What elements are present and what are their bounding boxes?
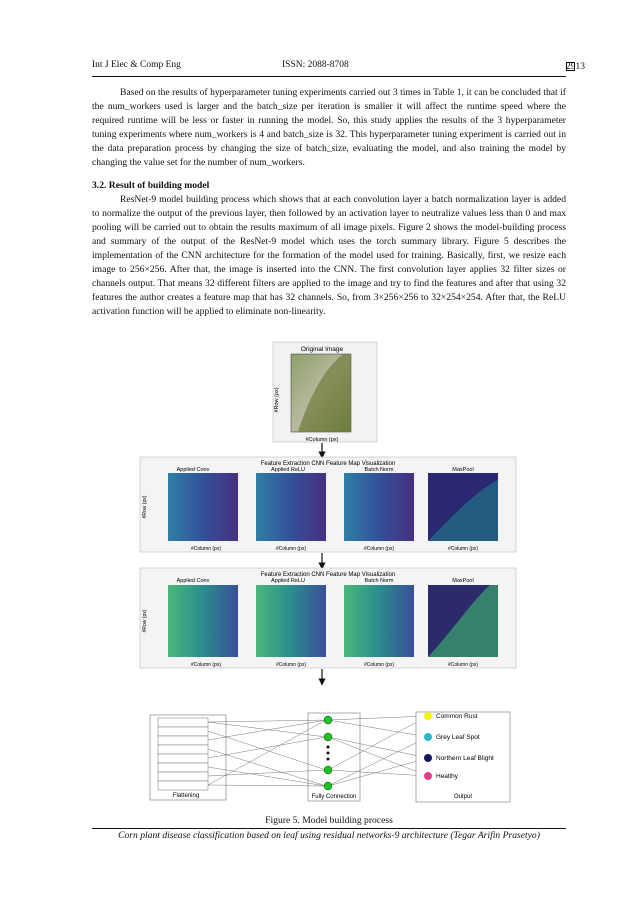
col-label-2d: #Column (px) [447, 662, 479, 668]
row-label-2: #Row (px) [142, 609, 148, 633]
body-text [92, 86, 566, 319]
col-label-2b: #Column (px) [275, 662, 307, 668]
running-footer: Corn plant disease classification based on leaf using residual networks-9 architecture (Tegar Arifin Prasetyo) [118, 830, 540, 841]
classifier-diagram [150, 712, 510, 802]
class-dot-grey-leaf-spot [424, 733, 432, 741]
class-northern-leaf-blight: Northern Leaf Blight [436, 755, 494, 762]
original-row-label: #Row (px) [274, 387, 280, 413]
panel-title-1: Feature Extraction CNN Feature Map Visualization [260, 461, 396, 467]
class-dot-northern-leaf-blight [424, 754, 432, 762]
class-grey-leaf-spot: Grey Leaf Spot [436, 734, 480, 741]
page-number: 2913 [566, 62, 585, 72]
original-title: Original Image [300, 346, 344, 353]
figure-model-building [138, 340, 518, 805]
col-label-1a: #Column (px) [190, 546, 222, 552]
running-header [92, 58, 585, 76]
col-label-1b: #Column (px) [275, 546, 307, 552]
sub-title-bn-1: Batch Norm [364, 467, 394, 473]
ellipsis-dots [327, 746, 330, 761]
batch-norm-map-1 [344, 473, 414, 541]
original-image-panel [273, 342, 377, 443]
journal-name: Int J Elec & Comp Eng [92, 60, 181, 70]
sub-title-maxpool-2: MaxPool [452, 578, 474, 584]
col-label-2a: #Column (px) [190, 662, 222, 668]
batch-norm-map-2 [344, 585, 414, 657]
applied-conv-map-2 [168, 585, 238, 657]
row-label-1: #Row (px) [142, 495, 148, 519]
output-label: Output [453, 794, 473, 800]
class-dot-common-rust [424, 712, 432, 720]
footer-rule [92, 828, 566, 829]
figure-diagram [138, 340, 518, 805]
sub-title-relu-2: Applied ReLU [271, 578, 305, 584]
sub-title-relu-1: Applied ReLU [271, 467, 305, 473]
col-label-2c: #Column (px) [363, 662, 395, 668]
section-heading: 3.2. Result of building model [92, 180, 210, 192]
header-rule [92, 76, 566, 77]
paragraph-hyperparameter: Based on the results of hyperparameter tuning experiments carried out 3 times in Table 1, it can be concluded that if the num_workers used is larger and the batch_size per iteration is smaller it will affect the runtime speed where the required runtime will be less or faster in running the model. So, this study applies the results of the 3 hyperparameter tuning experiments where num_workers is 4 and batch_size is 32. This hyperparameter tuning experiment is carried out in the data preparation process by changing the size of batch_size, evaluating the model, and also training the model by changing the value set for the number of num_workers. [92, 87, 566, 168]
class-dot-healthy [424, 772, 432, 780]
paragraph-model: ResNet-9 model building process which shows that at each convolution layer a batch normalization layer is added to normalize the output of the previous layer, then followed by an activation layer to neutralize values less than 0 and max pooling will be carried out to obtain the results maximum of all image pixels. Figure 2 shows the model-building process and summary of the output of the ResNet-9 model which uses the torch summary library. Figure 5 describes the implementation of the CNN architecture for the formation of the model used for training. Basically, first, we resize each image to 256×256. After that, the image is inserted into the CNN. The first convolution layer applies 32 filter sizes or channels output. That means 32 different filters are applied to the image and try to find the features and after that using 32 features the author creates a feature map that has 32 channels. So, from 3×256×256 to 32×254×254. After that, the ReLU activation function will be applied to eliminate non-linearity. [92, 194, 566, 317]
sub-title-conv-1: Applied Conv [176, 467, 210, 473]
fc-label: Fully Connection [311, 794, 357, 800]
class-common-rust: Common Rust [436, 713, 478, 720]
issn: ISSN: 2088-8708 [282, 60, 349, 70]
applied-relu-map-1 [256, 473, 326, 541]
col-label-1d: #Column (px) [447, 546, 479, 552]
sub-title-maxpool-1: MaxPool [452, 467, 474, 473]
feature-map-row-2 [140, 568, 516, 668]
panel-title-2: Feature Extraction CNN Feature Map Visualization [260, 572, 396, 578]
feature-map-row-1 [140, 457, 516, 552]
flattening-label: Flattening [172, 793, 200, 799]
col-label-1c: #Column (px) [363, 546, 395, 552]
applied-relu-map-2 [256, 585, 326, 657]
applied-conv-map-1 [168, 473, 238, 541]
original-col-label: #Column (px) [305, 437, 339, 443]
sub-title-bn-2: Batch Norm [364, 578, 394, 584]
figure-caption: Figure 5. Model building process [265, 815, 393, 826]
class-healthy: Healthy [436, 773, 459, 780]
sub-title-conv-2: Applied Conv [176, 578, 210, 584]
